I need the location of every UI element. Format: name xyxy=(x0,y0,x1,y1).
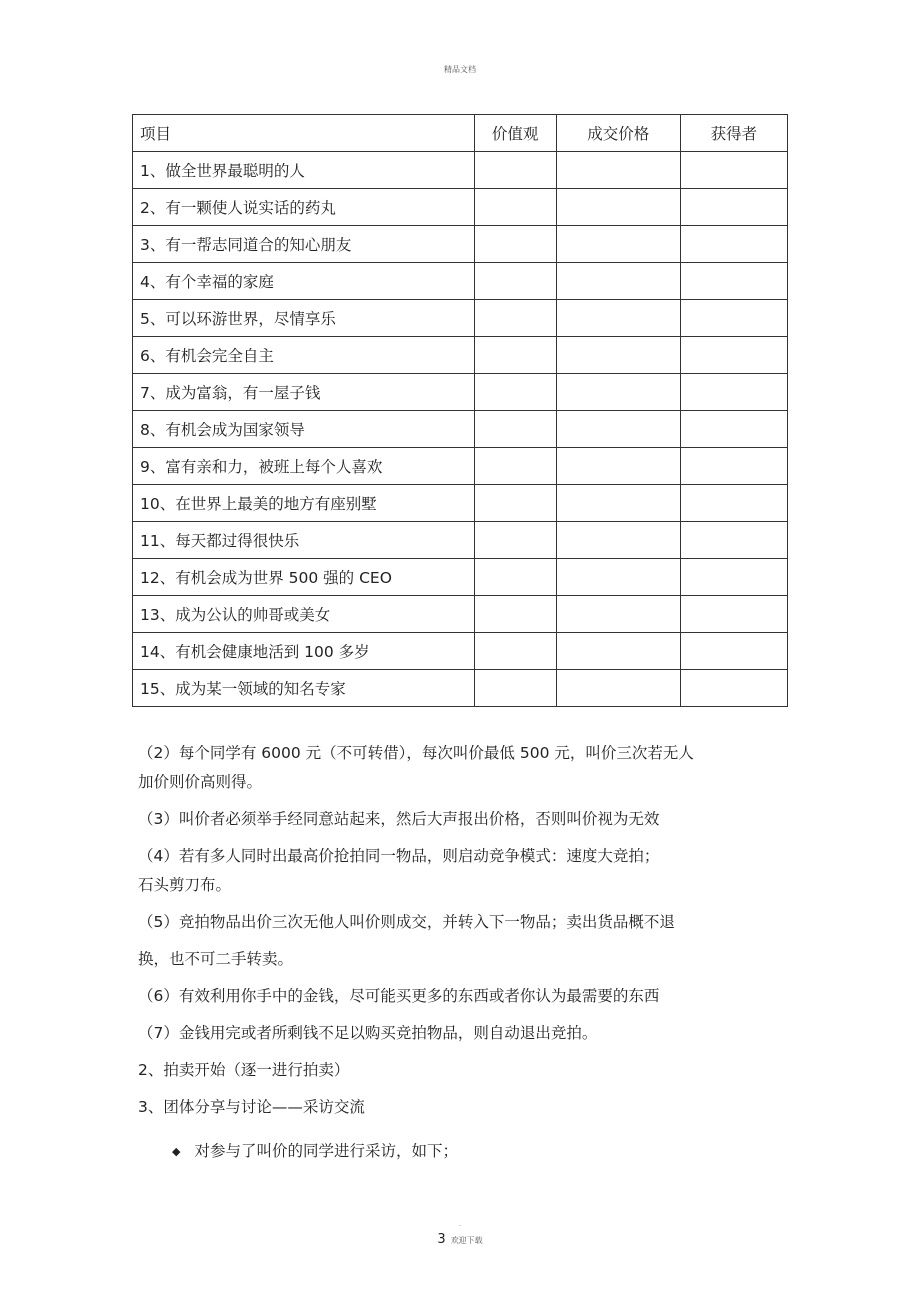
table-row xyxy=(133,226,788,263)
row-value-cell[interactable] xyxy=(474,374,556,411)
page-header: 精品文档 xyxy=(444,65,476,74)
row-winner-cell[interactable] xyxy=(680,596,787,633)
step-2: 2、拍卖开始（逐一进行拍卖） xyxy=(138,1061,350,1079)
row-price-cell[interactable] xyxy=(556,596,680,633)
row-winner-cell[interactable] xyxy=(680,263,787,300)
table-row xyxy=(133,559,788,596)
row-item-label: 2、有一颗使人说实话的药丸 xyxy=(133,189,475,226)
row-winner-cell[interactable] xyxy=(680,670,787,707)
row-item-label: 6、有机会完全自主 xyxy=(133,337,475,374)
row-price-cell[interactable] xyxy=(556,670,680,707)
row-item-label: 14、有机会健康地活到 100 多岁 xyxy=(133,633,475,670)
row-item-label: 12、有机会成为世界 500 强的 CEO xyxy=(133,559,475,596)
row-item-label: 4、有个幸福的家庭 xyxy=(133,263,475,300)
row-value-cell[interactable] xyxy=(474,670,556,707)
row-price-cell[interactable] xyxy=(556,226,680,263)
row-winner-cell[interactable] xyxy=(680,522,787,559)
row-item-label: 1、做全世界最聪明的人 xyxy=(133,152,475,189)
table-row xyxy=(133,522,788,559)
row-winner-cell[interactable] xyxy=(680,559,787,596)
row-item-label: 15、成为某一领域的知名专家 xyxy=(133,670,475,707)
row-price-cell[interactable] xyxy=(556,411,680,448)
row-value-cell[interactable] xyxy=(474,300,556,337)
row-price-cell[interactable] xyxy=(556,522,680,559)
row-value-cell[interactable] xyxy=(474,559,556,596)
row-value-cell[interactable] xyxy=(474,337,556,374)
row-price-cell[interactable] xyxy=(556,448,680,485)
row-item-label: 10、在世界上最美的地方有座别墅 xyxy=(133,485,475,522)
table-row xyxy=(133,485,788,522)
row-value-cell[interactable] xyxy=(474,152,556,189)
rule-4-line-1: （4）若有多人同时出最高价抢拍同一物品，则启动竞争模式：速度大竞拍； xyxy=(138,847,660,865)
rule-5-line-2: 换，也不可二手转卖。 xyxy=(138,950,294,968)
table-row xyxy=(133,596,788,633)
page-footer xyxy=(0,1220,920,1247)
row-item-label: 3、有一帮志同道合的知心朋友 xyxy=(133,226,475,263)
row-price-cell[interactable] xyxy=(556,633,680,670)
row-price-cell[interactable] xyxy=(556,152,680,189)
row-item-label: 8、有机会成为国家领导 xyxy=(133,411,475,448)
table-row xyxy=(133,633,788,670)
step-3: 3、团体分享与讨论——采访交流 xyxy=(138,1098,365,1116)
interview-bullet xyxy=(172,1137,458,1166)
rule-2-line-2: 加价则价高则得。 xyxy=(138,773,263,791)
row-item-label: 5、可以环游世界，尽情享乐 xyxy=(133,300,475,337)
row-price-cell[interactable] xyxy=(556,559,680,596)
row-winner-cell[interactable] xyxy=(680,152,787,189)
row-item-label: 9、富有亲和力，被班上每个人喜欢 xyxy=(133,448,475,485)
row-winner-cell[interactable] xyxy=(680,485,787,522)
header-value: 价值观 xyxy=(474,115,556,152)
table-row xyxy=(133,263,788,300)
row-price-cell[interactable] xyxy=(556,374,680,411)
rule-3: （3）叫价者必须举手经同意站起来，然后大声报出价格，否则叫价视为无效 xyxy=(138,810,660,828)
bullet-text: 对参与了叫价的同学进行采访，如下； xyxy=(194,1142,458,1160)
table-row xyxy=(133,670,788,707)
page-number: 3 xyxy=(437,1232,446,1247)
header-winner: 获得者 xyxy=(680,115,787,152)
diamond-bullet-icon: ◆ xyxy=(172,1145,181,1158)
row-value-cell[interactable] xyxy=(474,411,556,448)
row-price-cell[interactable] xyxy=(556,189,680,226)
footer-text: 欢迎下载 xyxy=(450,1236,483,1245)
row-value-cell[interactable] xyxy=(474,596,556,633)
rule-2-line-1: （2）每个同学有 6000 元（不可转借），每次叫价最低 500 元，叫价三次若无人 xyxy=(138,744,694,762)
row-value-cell[interactable] xyxy=(474,226,556,263)
rule-4-line-2: 石头剪刀布。 xyxy=(138,876,232,894)
row-price-cell[interactable] xyxy=(556,337,680,374)
row-item-label: 7、成为富翁，有一屋子钱 xyxy=(133,374,475,411)
row-value-cell[interactable] xyxy=(474,633,556,670)
row-winner-cell[interactable] xyxy=(680,300,787,337)
footer-dot: . xyxy=(458,1220,462,1228)
rules-section xyxy=(138,739,778,1122)
row-winner-cell[interactable] xyxy=(680,448,787,485)
row-winner-cell[interactable] xyxy=(680,411,787,448)
table-header-row xyxy=(133,115,788,152)
row-value-cell[interactable] xyxy=(474,189,556,226)
rule-7: （7）金钱用完或者所剩钱不足以购买竞拍物品，则自动退出竞拍。 xyxy=(138,1024,598,1042)
row-price-cell[interactable] xyxy=(556,300,680,337)
header-price: 成交价格 xyxy=(556,115,680,152)
header-item: 项目 xyxy=(133,115,475,152)
row-value-cell[interactable] xyxy=(474,485,556,522)
row-value-cell[interactable] xyxy=(474,263,556,300)
table-row xyxy=(133,337,788,374)
row-winner-cell[interactable] xyxy=(680,633,787,670)
table-row xyxy=(133,411,788,448)
row-item-label: 11、每天都过得很快乐 xyxy=(133,522,475,559)
table-row xyxy=(133,152,788,189)
row-winner-cell[interactable] xyxy=(680,189,787,226)
table-row xyxy=(133,189,788,226)
row-winner-cell[interactable] xyxy=(680,226,787,263)
rule-6: （6）有效利用你手中的金钱，尽可能买更多的东西或者你认为最需要的东西 xyxy=(138,987,660,1005)
row-item-label: 13、成为公认的帅哥或美女 xyxy=(133,596,475,633)
table-row xyxy=(133,300,788,337)
auction-table xyxy=(132,114,788,707)
row-value-cell[interactable] xyxy=(474,522,556,559)
row-winner-cell[interactable] xyxy=(680,374,787,411)
row-winner-cell[interactable] xyxy=(680,337,787,374)
row-price-cell[interactable] xyxy=(556,485,680,522)
row-value-cell[interactable] xyxy=(474,448,556,485)
table-row xyxy=(133,374,788,411)
rule-5-line-1: （5）竞拍物品出价三次无他人叫价则成交，并转入下一物品；卖出货品概不退 xyxy=(138,913,675,931)
row-price-cell[interactable] xyxy=(556,263,680,300)
table-row xyxy=(133,448,788,485)
